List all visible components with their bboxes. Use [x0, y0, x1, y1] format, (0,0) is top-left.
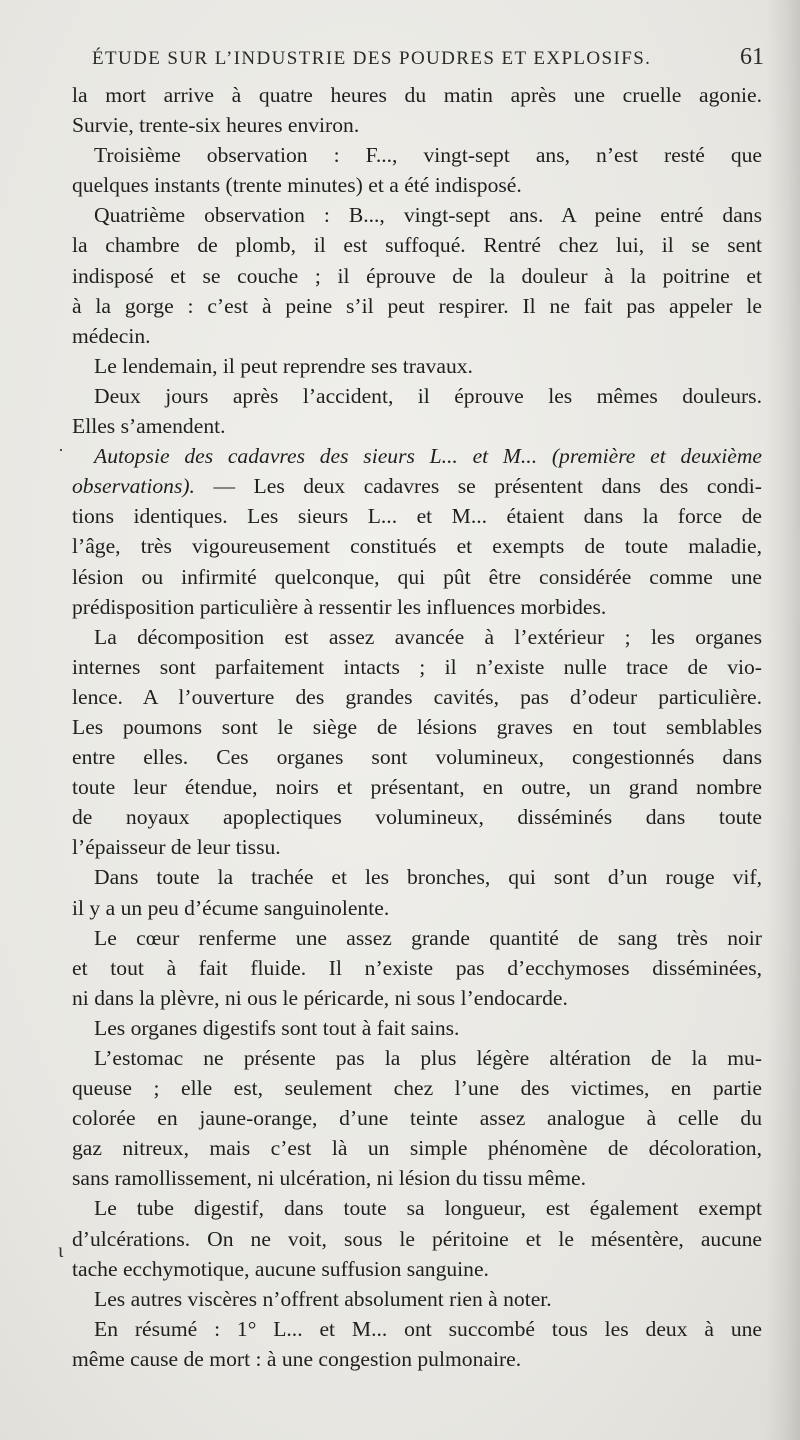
text-line	[72, 411, 762, 441]
text-line	[72, 562, 762, 592]
text-line	[72, 110, 762, 140]
margin-mark: ·	[58, 440, 64, 460]
text-line	[72, 230, 762, 260]
body-text	[72, 80, 762, 1374]
text-line	[72, 772, 762, 802]
text-line	[72, 1103, 762, 1133]
text-line	[72, 1043, 762, 1073]
text-line	[72, 170, 762, 200]
text-run: et tout à fait fluide. Il n’existe pas d’ecchymoses disséminées,	[72, 955, 762, 980]
text-line	[72, 1314, 762, 1344]
text-line	[72, 1344, 762, 1374]
text-line	[72, 652, 762, 682]
text-run: Les organes digestifs sont tout à fait sains.	[94, 1015, 460, 1040]
text-line	[72, 291, 762, 321]
text-run: quelques instants (trente minutes) et a été indisposé.	[72, 173, 522, 198]
text-run: l’âge, très vigoureusement constitués et exempts de toute maladie,	[72, 534, 762, 559]
text-line	[72, 923, 762, 953]
text-line	[72, 1073, 762, 1103]
italic-run: observations).	[72, 474, 195, 499]
text-run: L’estomac ne présente pas la plus légère altération de la mu-	[94, 1046, 762, 1070]
text-run: il y a un peu d’écume sanguinolente.	[72, 895, 390, 920]
text-line	[72, 1284, 762, 1314]
margin-mark: ι	[58, 1240, 64, 1262]
text-line	[72, 441, 762, 471]
text-run: Elles s’amendent.	[72, 414, 226, 439]
page-gutter-shadow	[766, 0, 800, 1440]
text-line	[72, 953, 762, 983]
text-run: d’ulcérations. On ne voit, sous le péritoine et le mésentère, aucune	[72, 1226, 762, 1251]
text-line	[72, 832, 762, 862]
text-run: lence. A l’ouverture des grandes cavités, pas d’odeur particulière.	[72, 684, 762, 709]
text-line	[72, 682, 762, 712]
text-run: Deux jours après l’accident, il éprouve les mêmes douleurs.	[94, 383, 762, 408]
text-line	[72, 140, 762, 170]
text-run: internes sont parfaitement intacts ; il n’existe nulle trace de vio-	[72, 654, 762, 679]
text-run: toute leur étendue, noirs et présentant, en outre, un grand nombre	[72, 775, 762, 800]
text-run: colorée en jaune-orange, d’une teinte assez analogue à celle du	[72, 1106, 762, 1131]
text-run: médecin.	[72, 323, 151, 348]
text-run: Troisième observation : F..., vingt-sept ans, n’est resté que	[94, 143, 762, 168]
page-number: 61	[740, 44, 764, 70]
text-run: tions identiques. Les sieurs L... et M... étaient dans la force de	[72, 504, 762, 529]
text-line	[72, 1013, 762, 1043]
text-line	[72, 712, 762, 742]
text-line	[72, 501, 762, 531]
text-run: Le cœur renferme une assez grande quantité de sang très noir	[94, 925, 762, 950]
text-line	[72, 893, 762, 923]
text-line	[72, 862, 762, 892]
text-run: indisposé et se couche ; il éprouve de la douleur à la poitrine et	[72, 263, 762, 288]
text-line	[72, 1163, 762, 1193]
text-run: Survie, trente-six heures environ.	[72, 113, 360, 138]
text-line	[72, 321, 762, 351]
text-run: tache ecchymotique, aucune suffusion sanguine.	[72, 1256, 489, 1281]
text-line	[72, 742, 762, 772]
text-run: Quatrième observation : B..., vingt-sept ans. A peine entré dans	[94, 203, 762, 228]
text-run: ni dans la plèvre, ni ous le péricarde, ni sous l’endocarde.	[72, 985, 568, 1010]
text-run: En résumé : 1° L... et M... ont succombé tous les deux à une	[94, 1316, 762, 1341]
text-run: lésion ou infirmité quelconque, qui pût être considérée comme une	[72, 564, 762, 589]
running-header	[92, 44, 764, 74]
text-line	[72, 1254, 762, 1284]
text-run: prédisposition particulière à ressentir les influences morbides.	[72, 594, 607, 619]
text-run: l’épaisseur de leur tissu.	[72, 835, 281, 860]
text-run: gaz nitreux, mais c’est là un simple phénomène de décoloration,	[72, 1136, 762, 1161]
italic-run: Autopsie des cadavres des sieurs L... et M... (première et deuxième	[94, 444, 762, 469]
text-run: — Les deux cadavres se présentent dans des condi-	[194, 474, 762, 499]
running-title: ÉTUDE SUR L’INDUSTRIE DES POUDRES ET EXPLOSIFS.	[92, 48, 652, 69]
text-line	[72, 471, 762, 501]
text-line	[72, 381, 762, 411]
text-run: Les autres viscères n’offrent absolument rien à noter.	[94, 1286, 552, 1311]
text-line	[72, 531, 762, 561]
text-line	[72, 1224, 762, 1254]
text-run: Les poumons sont le siège de lésions graves en tout semblables	[72, 714, 762, 739]
text-line	[72, 622, 762, 652]
text-line	[72, 983, 762, 1013]
text-run: Dans toute la trachée et les bronches, qui sont d’un rouge vif,	[94, 865, 762, 890]
text-run: sans ramollissement, ni ulcération, ni lésion du tissu même.	[72, 1166, 586, 1191]
text-line	[72, 1133, 762, 1163]
text-run: Le tube digestif, dans toute sa longueur, est également exempt	[94, 1196, 762, 1221]
text-run: la chambre de plomb, il est suffoqué. Rentré chez lui, il se sent	[72, 233, 762, 258]
text-line	[72, 1193, 762, 1223]
text-run: de noyaux apoplectiques volumineux, disséminés dans toute	[72, 805, 762, 830]
text-line	[72, 592, 762, 622]
text-line	[72, 261, 762, 291]
text-line	[72, 802, 762, 832]
text-run: à la gorge : c’est à peine s’il peut respirer. Il ne fait pas appeler le	[72, 293, 762, 318]
text-run: queuse ; elle est, seulement chez l’une des victimes, en partie	[72, 1076, 762, 1101]
text-run: entre elles. Ces organes sont volumineux, congestionnés dans	[72, 745, 762, 770]
text-run: Le lendemain, il peut reprendre ses travaux.	[94, 353, 473, 378]
text-line	[72, 351, 762, 381]
text-run: La décomposition est assez avancée à l’extérieur ; les organes	[94, 624, 762, 649]
text-line	[72, 200, 762, 230]
text-line	[72, 80, 762, 110]
text-run: même cause de mort : à une congestion pulmonaire.	[72, 1346, 522, 1371]
text-run: la mort arrive à quatre heures du matin après une cruelle agonie.	[72, 83, 762, 107]
